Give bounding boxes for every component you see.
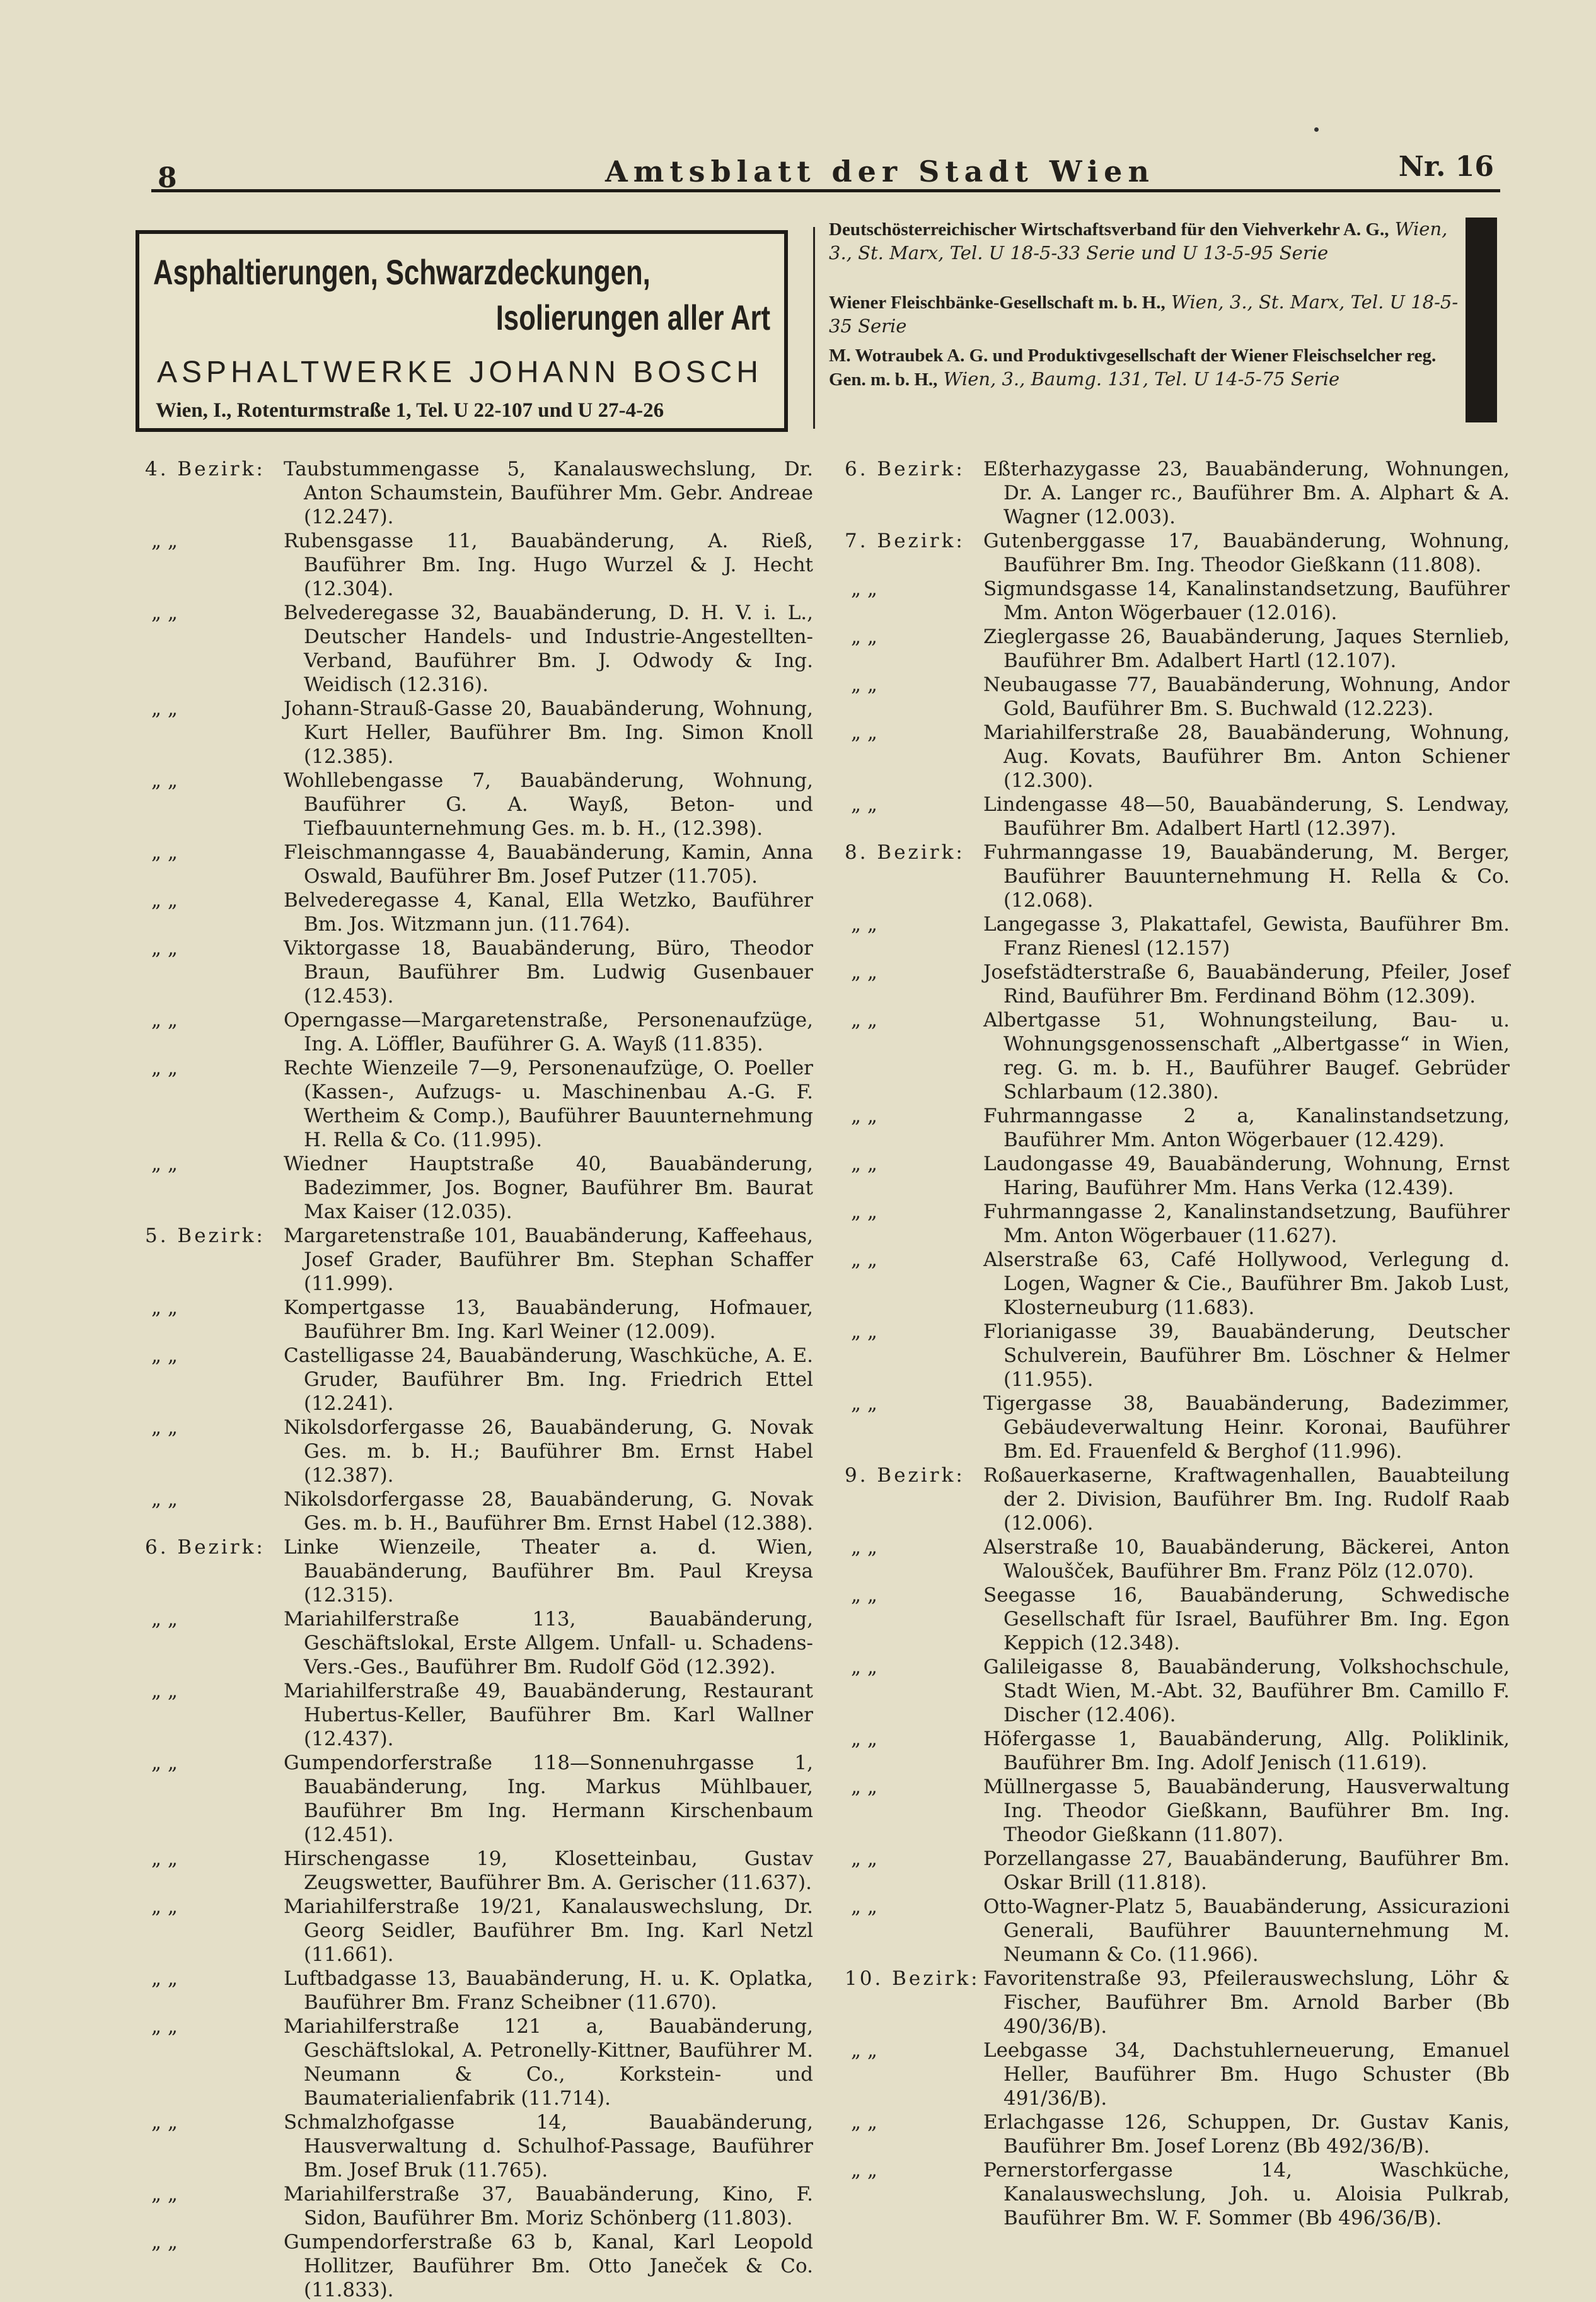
ad-headline-1: Asphaltierungen, Schwarzdeckungen,: [153, 252, 651, 292]
permit-entry: [142, 601, 813, 697]
district-label: 6. Bezirk:: [145, 1536, 265, 1559]
permit-text: Fleischmanngasse 4, Bauabänderung, Kamin, Anna Oswald, Bauführer Bm. Josef Putzer (11.705).: [284, 841, 813, 888]
permit-entry: [841, 840, 1510, 912]
permit-text: Erlachgasse 126, Schuppen, Dr. Gustav Kanis, Bauführer Bm. Josef Lorenz (Bb 492/36/B).: [983, 2111, 1510, 2158]
district-label: „ „: [851, 625, 877, 648]
district-label: „ „: [851, 1776, 877, 1798]
permit-entry: [142, 1679, 813, 1751]
permit-entry: [142, 1847, 813, 1895]
permit-entry: [142, 1296, 813, 1344]
permit-text: Schmalzhofgasse 14, Bauabänderung, Hausverwaltung d. Schulhof-Passage, Bauführer Bm. Josef Bruk (11.765).: [284, 2111, 813, 2182]
district-label: „ „: [151, 1296, 178, 1319]
permit-text: Fuhrmanngasse 2 a, Kanalinstandsetzung, Bauführer Mm. Anton Wögerbauer (12.429).: [983, 1105, 1510, 1151]
district-label: „ „: [151, 769, 178, 792]
permit-entry: [142, 936, 813, 1008]
district-label: „ „: [851, 1200, 877, 1223]
permit-entry: [841, 673, 1510, 721]
district-label: „ „: [151, 1416, 178, 1439]
district-label: „ „: [151, 1009, 178, 1032]
district-label: 6. Bezirk:: [845, 458, 965, 480]
permit-text: Langegasse 3, Plakattafel, Gewista, Bauführer Bm. Franz Rienesl (12.157): [983, 913, 1510, 960]
district-label: 10. Bezirk:: [845, 1967, 980, 1990]
district-label: „ „: [851, 913, 877, 936]
district-label: „ „: [851, 1847, 877, 1870]
permit-entry: [841, 457, 1510, 529]
permit-entry: [841, 577, 1510, 625]
permit-text: Mariahilferstraße 113, Bauabänderung, Geschäftslokal, Erste Allgem. Unfall- u. Schadens-Vers.-Ges., Bauführer Bm. Rudolf Göd (12.392).: [284, 1608, 813, 1678]
permit-entry: [142, 769, 813, 840]
issue-number: Nr. 16: [1398, 151, 1494, 183]
district-label: „ „: [151, 1344, 178, 1367]
permit-text: Hirschengasse 19, Klosetteinbau, Gustav Zeugswetter, Bauführer Bm. A. Gerischer (11.637).: [284, 1847, 813, 1894]
permit-text: Seegasse 16, Bauabänderung, Schwedische Gesellschaft für Israel, Bauführer Bm. Ing. Egon Keppich (12.348).: [983, 1584, 1510, 1654]
permit-entry: [841, 1847, 1510, 1895]
district-label: 5. Bezirk:: [145, 1224, 265, 1247]
permit-entry: [841, 2158, 1510, 2230]
permit-entry: [841, 1895, 1510, 1967]
permit-text: Zieglergasse 26, Bauabänderung, Jaques Sternlieb, Bauführer Bm. Adalbert Hartl (12.107).: [983, 625, 1510, 672]
permit-entry: [142, 1224, 813, 1296]
district-label: „ „: [151, 1752, 178, 1774]
permit-entry: [841, 1463, 1510, 1535]
permit-entry: [142, 1344, 813, 1415]
permit-text: Josefstädterstraße 6, Bauabänderung, Pfeiler, Josef Rind, Bauführer Bm. Ferdinand Böhm (12.309).: [983, 961, 1510, 1008]
permit-text: Gumpendorferstraße 63 b, Kanal, Karl Leopold Hollitzer, Bauführer Bm. Otto Janeček & Co. (11.833).: [284, 2231, 813, 2301]
permit-text: Wiedner Hauptstraße 40, Bauabänderung, Badezimmer, Jos. Bogner, Bauführer Bm. Baurat Max Kaiser (12.035).: [284, 1153, 813, 1223]
permit-text: Viktorgasse 18, Bauabänderung, Büro, Theodor Braun, Bauführer Bm. Ludwig Gusenbauer (12.453).: [284, 937, 813, 1008]
permit-text: Rechte Wienzeile 7—9, Personenaufzüge, O. Poeller (Kassen-, Aufzugs- u. Maschinenbau A.-G. F. Wertheim & Comp.), Bauführer Bauunternehmung H. Rella & Co. (11.995).: [284, 1057, 813, 1151]
district-label: „ „: [851, 578, 877, 600]
permit-text: Mariahilferstraße 19/21, Kanalauswechslung, Dr. Georg Seidler, Bauführer Bm. Ing. Karl Netzl (11.661).: [284, 1895, 813, 1966]
permit-text: Otto-Wagner-Platz 5, Bauabänderung, Assicurazioni Generali, Bauführer Bauunternehmung M. Neumann & Co. (11.966).: [983, 1895, 1510, 1966]
district-label: „ „: [151, 2015, 178, 2038]
district-label: „ „: [151, 889, 178, 912]
district-label: „ „: [151, 2183, 178, 2206]
ad-entry-name: M. Wotraubek A. G. und Produktivgesellschaft der Wiener Fleischselcher reg. Gen. m. b. H.,: [829, 346, 1437, 390]
permit-text: Rubensgasse 11, Bauabänderung, A. Rieß, Bauführer Bm. Ing. Hugo Wurzel & J. Hecht (12.304).: [284, 530, 813, 600]
district-label: „ „: [851, 1320, 877, 1343]
permit-entry: [142, 1967, 813, 2014]
permit-text: Galileigasse 8, Bauabänderung, Volkshochschule, Stadt Wien, M.-Abt. 32, Bauführer Bm. Camillo F. Discher (12.406).: [983, 1656, 1510, 1726]
district-label: „ „: [151, 1057, 178, 1079]
district-label: „ „: [151, 1608, 178, 1631]
ad-headline-2: Isolierungen aller Art: [495, 298, 770, 337]
permit-text: Albertgasse 51, Wohnungsteilung, Bau- u. Wohnungsgenossenschaft „Albertgasse“ in Wien, reg. G. m. b. H., Bauführer Baugef. Gebrüder Schlarbaum (12.380).: [983, 1009, 1510, 1103]
advertisement-asphaltwerke: [136, 230, 788, 432]
permit-text: Johann-Strauß-Gasse 20, Bauabänderung, Wohnung, Kurt Heller, Bauführer Bm. Ing. Simon Knoll (12.385).: [284, 697, 813, 768]
permit-text: Gumpendorferstraße 118—Sonnenuhrgasse 1, Bauabänderung, Ing. Markus Mühlbauer, Bauführer Bm Ing. Hermann Kirschenbaum (12.451).: [284, 1752, 813, 1846]
permit-entry: [841, 960, 1510, 1008]
permit-text: Linke Wienzeile, Theater a. d. Wien, Bauabänderung, Bauführer Bm. Paul Kreysa (12.315).: [284, 1536, 813, 1607]
permit-entry: [142, 1895, 813, 1967]
permit-entry: [142, 1415, 813, 1487]
permit-text: Nikolsdorfergasse 28, Bauabänderung, G. Novak Ges. m. b. H., Bauführer Bm. Ernst Habel (12.388).: [284, 1488, 813, 1535]
district-label: 7. Bezirk:: [845, 530, 965, 552]
permit-entry: [841, 2110, 1510, 2158]
permit-text: Luftbadgasse 13, Bauabänderung, H. u. K. Oplatka, Bauführer Bm. Franz Scheibner (11.670).: [284, 1967, 813, 2014]
district-label: „ „: [151, 1488, 178, 1511]
permit-entry: [841, 1727, 1510, 1775]
ad-entry-details: Wien, 3., Baumg. 131, Tel. U 14-5-75 Serie: [943, 368, 1340, 390]
permit-text: Sigmundsgasse 14, Kanalinstandsetzung, Bauführer Mm. Anton Wögerbauer (12.016).: [983, 578, 1510, 624]
district-label: „ „: [151, 697, 178, 720]
permit-entry: [841, 625, 1510, 673]
permit-entry: [142, 1152, 813, 1224]
district-label: „ „: [151, 530, 178, 552]
permit-text: Müllnergasse 5, Bauabänderung, Hausverwaltung Ing. Theodor Gießkann, Bauführer Bm. Ing. Theodor Gießkann (11.807).: [983, 1776, 1510, 1846]
ad-entry-details: Wien, 3., St. Marx, Tel. U 18-5-33 Serie und U 13-5-95 Serie: [829, 218, 1448, 264]
permit-entry: [142, 840, 813, 888]
permit-entry: [841, 1200, 1510, 1248]
district-label: „ „: [151, 841, 178, 864]
permit-text: Pernerstorfergasse 14, Waschküche, Kanalauswechslung, Joh. u. Aloisia Pulkrab, Bauführer Bm. W. F. Sommer (Bb 496/36/B).: [983, 2159, 1510, 2229]
permit-text: Taubstummengasse 5, Kanalauswechslung, Dr. Anton Schaumstein, Bauführer Mm. Gebr. Andreae (12.247).: [284, 458, 813, 528]
district-label: „ „: [851, 2111, 877, 2134]
ad-entry: [829, 291, 1459, 338]
permit-entry: [142, 529, 813, 601]
district-label: „ „: [151, 1967, 178, 1990]
district-label: „ „: [851, 721, 877, 744]
district-label: „ „: [851, 1656, 877, 1678]
permit-entry: [142, 1487, 813, 1535]
page-header: [151, 142, 1500, 192]
district-label: „ „: [151, 1680, 178, 1702]
district-label: 9. Bezirk:: [845, 1464, 965, 1487]
permit-entry: [841, 1392, 1510, 1463]
district-label: „ „: [851, 1153, 877, 1175]
permit-entry: [142, 2230, 813, 2302]
district-label: „ „: [851, 1105, 877, 1127]
permit-text: Fuhrmanngasse 19, Bauabänderung, M. Berger, Bauführer Bauunternehmung H. Rella & Co. (12.068).: [983, 841, 1510, 912]
ad-black-bar: [1466, 218, 1497, 422]
permit-entry: [841, 1152, 1510, 1200]
ad-entry: [829, 344, 1459, 392]
ad-entry-name: Wiener Fleischbänke-Gesellschaft m. b. H.,: [829, 293, 1165, 313]
permit-text: Porzellangasse 27, Bauabänderung, Bauführer Bm. Oskar Brill (11.818).: [983, 1847, 1510, 1894]
permit-entry: [841, 1967, 1510, 2038]
permit-entry: [142, 697, 813, 769]
district-label: „ „: [851, 961, 877, 984]
district-label: „ „: [151, 1153, 178, 1175]
permit-entry: [841, 1008, 1510, 1104]
right-column: [841, 457, 1510, 2230]
district-label: „ „: [851, 1895, 877, 1918]
permit-text: Kompertgasse 13, Bauabänderung, Hofmauer, Bauführer Bm. Ing. Karl Weiner (12.009).: [284, 1296, 813, 1343]
district-label: „ „: [851, 1728, 877, 1750]
permit-entry: [142, 1008, 813, 1056]
permit-text: Roßauerkaserne, Kraftwagenhallen, Bauabteilung der 2. Division, Bauführer Bm. Ing. Rudolf Raab (12.006).: [983, 1464, 1510, 1535]
permit-entry: [142, 2182, 813, 2230]
permit-entry: [841, 912, 1510, 960]
district-label: „ „: [851, 2039, 877, 2062]
district-label: „ „: [851, 673, 877, 696]
permit-entry: [841, 1583, 1510, 1655]
permit-entry: [142, 2014, 813, 2110]
permit-entry: [841, 1320, 1510, 1392]
district-label: „ „: [851, 1392, 877, 1415]
permit-text: Mariahilferstraße 49, Bauabänderung, Restaurant Hubertus-Keller, Bauführer Bm. Karl Wallner (12.437).: [284, 1680, 813, 1750]
permit-text: Tigergasse 38, Bauabänderung, Badezimmer, Gebäudeverwaltung Heinr. Koronai, Bauführer Bm. Ed. Frauenfeld & Berghof (11.996).: [983, 1392, 1510, 1463]
permit-text: Nikolsdorfergasse 26, Bauabänderung, G. Novak Ges. m. b. H.; Bauführer Bm. Ernst Habel (12.387).: [284, 1416, 813, 1487]
permit-text: Castelligasse 24, Bauabänderung, Waschküche, A. E. Gruder, Bauführer Bm. Ing. Friedrich Ettel (12.241).: [284, 1344, 813, 1415]
permit-entry: [841, 2038, 1510, 2110]
permit-text: Favoritenstraße 93, Pfeilerauswechslung, Löhr & Fischer, Bauführer Bm. Arnold Barber (Bb 490/36/B).: [983, 1967, 1510, 2038]
ad-entry: [829, 218, 1459, 265]
permit-entry: [142, 1607, 813, 1679]
permit-text: Margaretenstraße 101, Bauabänderung, Kaffeehaus, Josef Grader, Bauführer Bm. Stephan Schaffer (11.999).: [284, 1224, 813, 1295]
permit-text: Höfergasse 1, Bauabänderung, Allg. Poliklinik, Bauführer Bm. Ing. Adolf Jenisch (11.619).: [983, 1728, 1510, 1774]
permit-text: Neubaugasse 77, Bauabänderung, Wohnung, Andor Gold, Bauführer Bm. S. Buchwald (12.223).: [983, 673, 1510, 720]
permit-text: Wohllebengasse 7, Bauabänderung, Wohnung, Bauführer G. A. Wayß, Beton- und Tiefbauunternehmung Ges. m. b. H., (12.398).: [284, 769, 813, 840]
publication-title: Amtsblatt der Stadt Wien: [605, 154, 1155, 189]
permit-text: Laudongasse 49, Bauabänderung, Wohnung, Ernst Haring, Bauführer Mm. Hans Verka (12.439).: [983, 1153, 1510, 1199]
permit-entry: [142, 2110, 813, 2182]
district-label: „ „: [851, 2159, 877, 2182]
permit-text: Fuhrmanngasse 2, Kanalinstandsetzung, Bauführer Mm. Anton Wögerbauer (11.627).: [983, 1200, 1510, 1247]
permit-text: Operngasse—Margaretenstraße, Personenaufzüge, Ing. A. Löffler, Bauführer G. A. Wayß (11.835).: [284, 1009, 813, 1055]
district-label: „ „: [151, 2111, 178, 2134]
district-label: 4. Bezirk:: [145, 458, 265, 480]
print-speck: [1314, 127, 1319, 132]
permit-entry: [841, 1104, 1510, 1152]
district-label: „ „: [851, 793, 877, 816]
permit-text: Mariahilferstraße 37, Bauabänderung, Kino, F. Sidon, Bauführer Bm. Moriz Schönberg (11.803).: [284, 2183, 813, 2229]
permit-entry: [841, 793, 1510, 840]
permit-entry: [142, 457, 813, 529]
permit-entry: [142, 1056, 813, 1152]
left-column: [142, 457, 813, 2302]
permit-text: Lindengasse 48—50, Bauabänderung, S. Lendway, Bauführer Bm. Adalbert Hartl (12.397).: [983, 793, 1510, 840]
district-label: „ „: [851, 1536, 877, 1559]
permit-text: Gutenberggasse 17, Bauabänderung, Wohnung, Bauführer Bm. Ing. Theodor Gießkann (11.808).: [983, 530, 1510, 576]
district-label: „ „: [151, 602, 178, 624]
permit-text: Belvederegasse 32, Bauabänderung, D. H. V. i. L., Deutscher Handels- und Industrie-Angestellten-Verband, Bauführer Bm. J. Odwody & Ing. Weidisch (12.316).: [284, 602, 813, 696]
ad-entry-name: Deutschösterreichischer Wirtschaftsverband für den Viehverkehr A. G.,: [829, 219, 1389, 240]
permit-entry: [841, 1535, 1510, 1583]
district-label: „ „: [851, 1248, 877, 1271]
permit-text: Mariahilferstraße 28, Bauabänderung, Wohnung, Aug. Kovats, Bauführer Bm. Anton Schiener (12.300).: [983, 721, 1510, 792]
district-label: „ „: [151, 1847, 178, 1870]
permit-text: Mariahilferstraße 121 a, Bauabänderung, Geschäftslokal, A. Petronelly-Kittner, Bauführer M. Neumann & Co., Korkstein- und Baumaterialienfabrik (11.714).: [284, 2015, 813, 2110]
permit-text: Eßterhazygasse 23, Bauabänderung, Wohnungen, Dr. A. Langer rc., Bauführer Bm. A. Alphart & A. Wagner (12.003).: [983, 458, 1510, 528]
permit-text: Alserstraße 10, Bauabänderung, Bäckerei, Anton Waloušček, Bauführer Bm. Franz Pölz (12.070).: [983, 1536, 1510, 1583]
permit-entry: [841, 529, 1510, 577]
column-divider: [813, 227, 815, 429]
permit-text: Belvederegasse 4, Kanal, Ella Wetzko, Bauführer Bm. Jos. Witzmann jun. (11.764).: [284, 889, 813, 936]
permit-entry: [841, 1248, 1510, 1320]
permit-entry: [841, 721, 1510, 793]
district-label: 8. Bezirk:: [845, 841, 965, 864]
district-label: „ „: [151, 1895, 178, 1918]
advertisement-viehverkehr: [829, 218, 1497, 426]
district-label: „ „: [851, 1009, 877, 1032]
permit-entry: [142, 1535, 813, 1607]
ad-address: Wien, I., Rotenturmstraße 1, Tel. U 22-107 und U 27-4-26: [156, 399, 664, 422]
permit-text: Leebgasse 34, Dachstuhlerneuerung, Emanuel Heller, Bauführer Bm. Hugo Schuster (Bb 491/36/B).: [983, 2039, 1510, 2110]
permit-entry: [841, 1655, 1510, 1727]
permit-entry: [142, 888, 813, 936]
district-label: „ „: [151, 2231, 178, 2253]
permit-entry: [142, 1751, 813, 1847]
district-label: „ „: [151, 937, 178, 960]
district-label: „ „: [851, 1584, 877, 1607]
page-number: 8: [158, 162, 177, 194]
ad-entry-details: Wien, 3., St. Marx, Tel. U 18-5-35 Serie: [829, 291, 1459, 337]
permit-text: Florianigasse 39, Bauabänderung, Deutscher Schulverein, Bauführer Bm. Löschner & Helmer (11.955).: [983, 1320, 1510, 1391]
permit-entry: [841, 1775, 1510, 1847]
permit-text: Alserstraße 63, Café Hollywood, Verlegung d. Logen, Wagner & Cie., Bauführer Bm. Jakob Lust, Klosterneuburg (11.683).: [983, 1248, 1510, 1319]
ad-company: ASPHALTWERKE JOHANN BOSCH: [157, 356, 763, 389]
